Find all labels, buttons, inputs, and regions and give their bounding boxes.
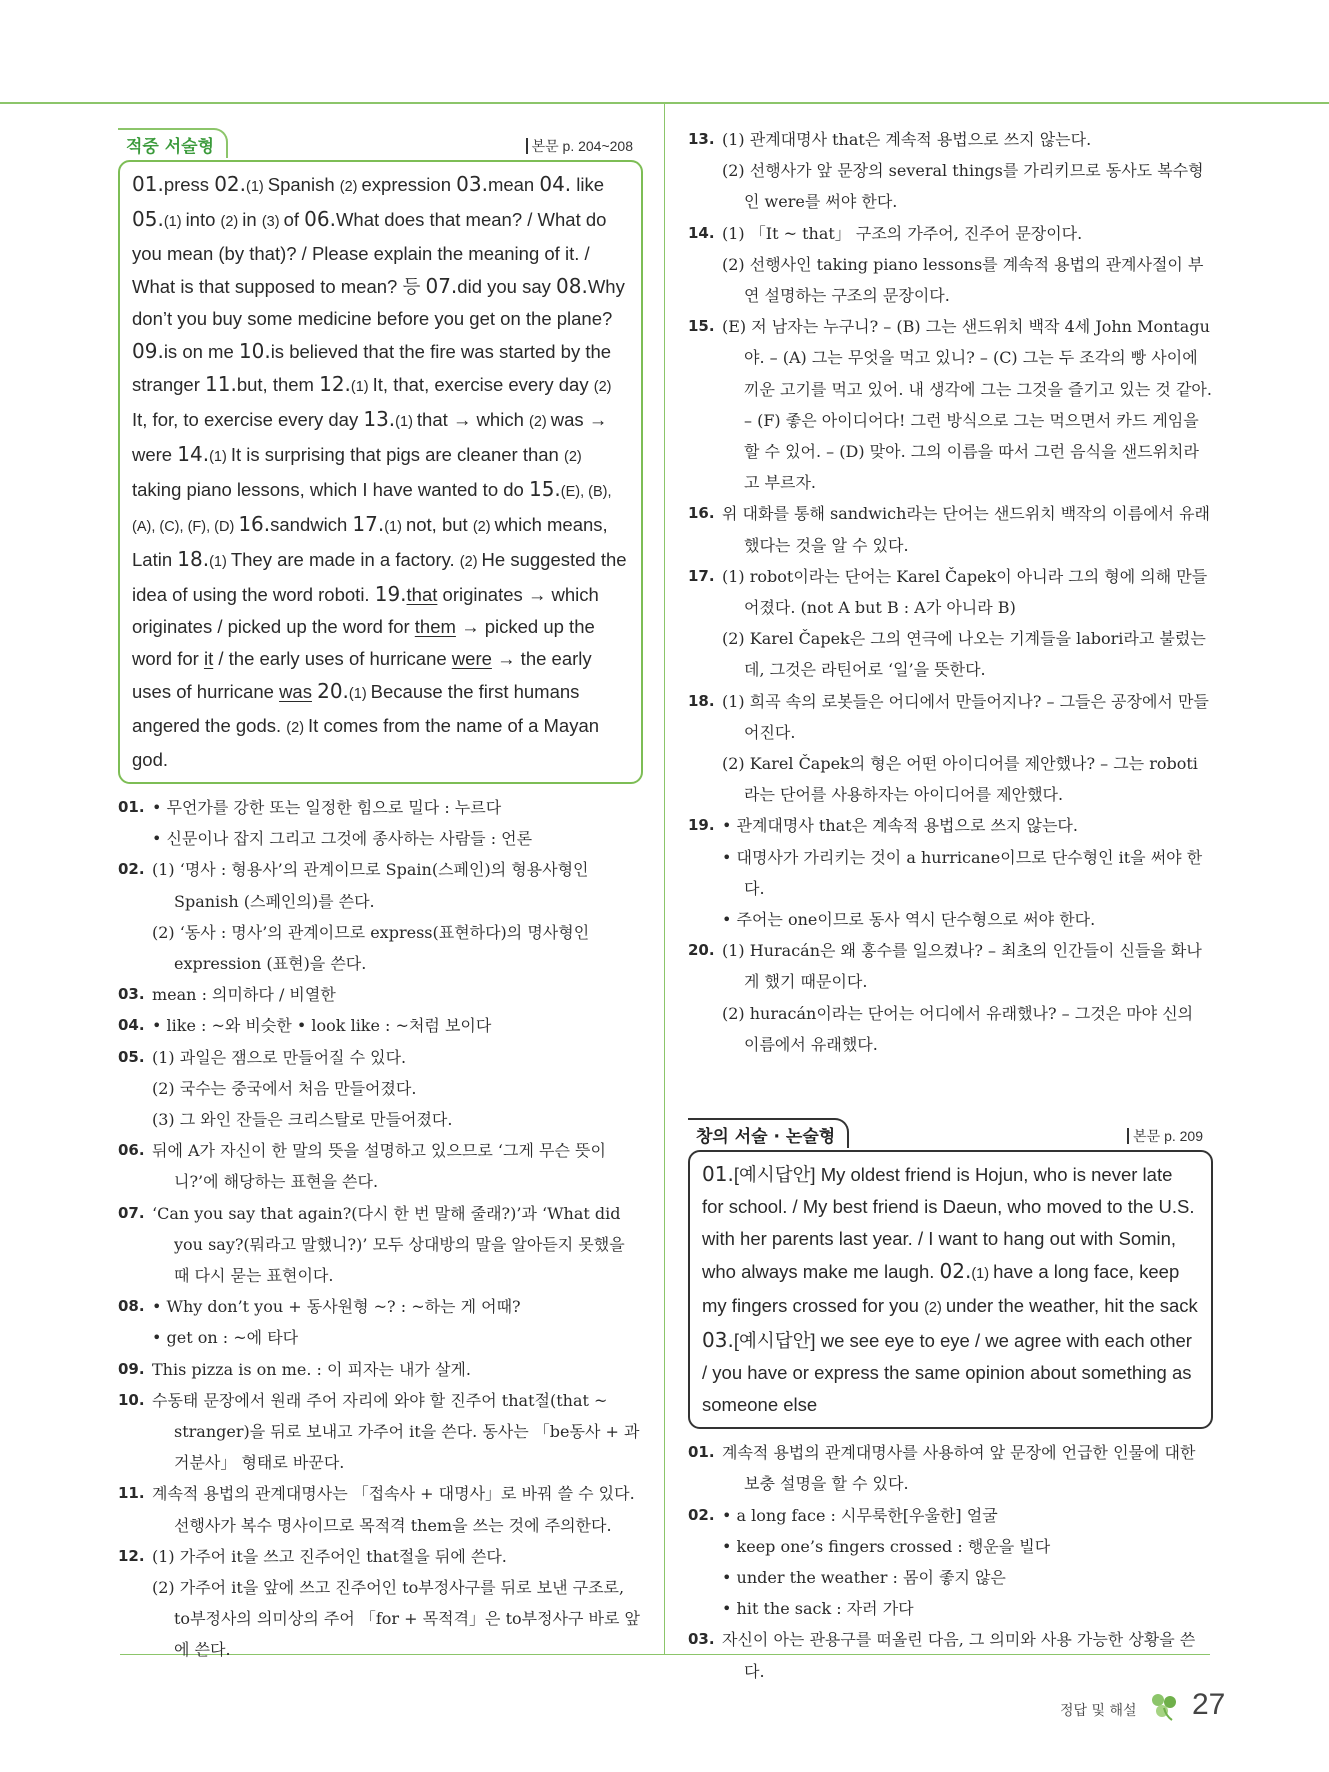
column-divider bbox=[664, 104, 665, 1654]
explanation-number: 16. bbox=[688, 504, 715, 523]
answer-number: 18. bbox=[177, 547, 210, 571]
section-title: 창의 서술 · 논술형 bbox=[688, 1118, 849, 1148]
explanation-line: • under the weather : 몸이 좋지 않은 bbox=[722, 1567, 1006, 1587]
page-number: 27 bbox=[1192, 1688, 1226, 1721]
explanation-item bbox=[118, 1198, 643, 1292]
explanation-number: 03. bbox=[688, 1630, 715, 1649]
answer-number: 13. bbox=[363, 407, 396, 431]
explanation-number: 02. bbox=[688, 1505, 715, 1524]
explanation-number: 04. bbox=[118, 1016, 145, 1035]
explanation-number: 02. bbox=[118, 860, 145, 879]
explanation-line: (1) ‘명사 : 형용사’의 관계이므로 Spain(스페인)의 형용사형인 Spanish (스페인의)를 쓴다. bbox=[152, 860, 589, 911]
answer-number: 20. bbox=[317, 679, 349, 703]
explanation-item bbox=[118, 1135, 643, 1197]
explanation-line: ‘Can you say that again?(다시 한 번 말해 줄래?)’과 ‘What did you say?(뭐라고 말했니?)’ 모두 상대방의 말을 알아듣지 못했을 때 다시 묻는 표현이다. bbox=[152, 1203, 625, 1286]
explanation-item bbox=[688, 1437, 1213, 1499]
section-header bbox=[688, 1118, 1213, 1150]
explanation-item bbox=[118, 1385, 643, 1479]
explanation-item bbox=[688, 1500, 1213, 1625]
explanation-number: 12. bbox=[118, 1546, 145, 1565]
explanation-item bbox=[688, 218, 1213, 312]
explanation-line: (2) 선행사가 앞 문장의 several things를 가리키므로 동사도 복수형인 were를 써야 한다. bbox=[722, 161, 1204, 212]
explanation-number: 06. bbox=[118, 1141, 145, 1160]
explanation-item bbox=[118, 1478, 643, 1540]
explanation-line: • 주어는 one이므로 동사 역시 단수형으로 써야 한다. bbox=[722, 910, 1096, 930]
explanation-line: • a long face : 시무룩한[우울한] 얼굴 bbox=[722, 1505, 998, 1525]
answer-number: 04. bbox=[539, 172, 572, 196]
answer-number: 16. bbox=[238, 512, 271, 536]
explanation-number: 17. bbox=[688, 566, 715, 585]
explanation-line: 수동태 문장에서 원래 주어 자리에 와야 할 진주어 that절(that ~ stranger)을 뒤로 보내고 가주어 it을 쓴다. 동사는 「be동사 + 과거분사」 형태로 바꾼다. bbox=[152, 1390, 640, 1473]
explanation-item bbox=[688, 935, 1213, 1060]
answer-number: 02. bbox=[214, 172, 247, 196]
explanation-item bbox=[118, 979, 643, 1010]
answer-number: 15. bbox=[528, 477, 561, 501]
explanation-line: 위 대화를 통해 sandwich라는 단어는 샌드위치 백작의 이름에서 유래했다는 것을 알 수 있다. bbox=[722, 504, 1211, 555]
section-ref: 본문 p. 204~208 bbox=[526, 138, 633, 154]
explanation-item bbox=[688, 498, 1213, 560]
explanation-item bbox=[688, 124, 1213, 218]
explanation-line: (2) ‘동사 : 명사’의 관계이므로 express(표현하다)의 명사형인 expression (표현)을 쓴다. bbox=[152, 922, 590, 974]
section-title: 적중 서술형 bbox=[118, 128, 228, 158]
explanation-number: 01. bbox=[118, 798, 145, 816]
explanation-line: This pizza is on me. : 이 피자는 내가 살게. bbox=[152, 1359, 471, 1379]
explanation-list bbox=[688, 124, 1213, 1060]
explanation-line: (2) 가주어 it을 앞에 쓰고 진주어인 to부정사구를 뒤로 보낸 구조로, to부정사의 의미상의 주어 「for + 목적격」은 to부정사구 바로 앞에 쓴다. bbox=[152, 1578, 640, 1660]
answer-number: 01. bbox=[132, 172, 164, 196]
explanation-line: 뒤에 A가 자신이 한 말의 뜻을 설명하고 있으므로 ‘그게 무슨 뜻이니?’에 해당하는 표현을 쓴다. bbox=[152, 1141, 606, 1192]
explanation-line: (1) robot이라는 단어는 Karel Čapek이 아니라 그의 형에 의해 만들어졌다. (not A but B : A가 아니라 B) bbox=[722, 566, 1208, 618]
explanation-number: 03. bbox=[118, 985, 145, 1004]
explanation-line: • like : ~와 비슷한 • look like : ~처럼 보이다 bbox=[152, 1016, 492, 1036]
answer-number: 19. bbox=[374, 582, 407, 606]
answer-number: 02. bbox=[939, 1259, 972, 1284]
explanation-item bbox=[118, 792, 643, 854]
explanation-number: 01. bbox=[688, 1443, 715, 1462]
explanation-number: 07. bbox=[118, 1203, 145, 1222]
answer-number: 03. bbox=[702, 1328, 734, 1353]
leaf-icon bbox=[1148, 1692, 1184, 1722]
answer-number: 03. bbox=[456, 172, 488, 196]
explanation-line: (1) Huracán은 왜 홍수를 일으켰나? – 최초의 인간들이 신들을 화나게 했기 때문이다. bbox=[722, 941, 1202, 992]
explanation-item bbox=[688, 686, 1213, 811]
explanation-item bbox=[118, 1354, 643, 1385]
explanation-number: 11. bbox=[118, 1484, 145, 1503]
answer-box: 01.[예시답안] My oldest friend is Hojun, who is never late for school. / My best friend is Daeun, who moved to the U.S. with her parents last year. / I want to hang out with Somin, who always make me laugh. 02.(1) have a long face, keep my fingers crossed for you (2) under the weather, hit the sack 03.[예시답안] we see eye to eye / we agree with each other / you have or express the same opinion about something as someone else bbox=[688, 1150, 1213, 1429]
answer-number: 09. bbox=[132, 339, 164, 363]
explanation-line: 계속적 용법의 관계대명사는 「접속사 + 대명사」로 바꿔 쓸 수 있다. 선행사가 복수 명사이므로 목적격 them을 쓰는 것에 주의한다. bbox=[152, 1484, 635, 1535]
explanation-line: (1) 희곡 속의 로봇들은 어디에서 만들어지나? – 그들은 공장에서 만들어진다. bbox=[722, 691, 1209, 742]
explanation-line: (1) 과일은 잼으로 만들어질 수 있다. bbox=[152, 1047, 407, 1067]
explanation-line: (2) Karel Čapek은 그의 연극에 나오는 기계들을 labori라고 불렀는데, 그것은 라틴어로 ‘일’을 뜻한다. bbox=[722, 629, 1206, 680]
explanation-line: • 신문이나 잡지 그리고 그것에 종사하는 사람들 : 언론 bbox=[152, 829, 533, 849]
explanation-item bbox=[688, 1624, 1213, 1686]
answer-number: 14. bbox=[177, 442, 210, 466]
answer-number: 11. bbox=[205, 372, 237, 396]
explanation-number: 15. bbox=[688, 317, 715, 336]
explanation-item bbox=[118, 854, 643, 979]
answer-box: 01.press 02.(1) Spanish (2) expression 03.mean 04. like 05.(1) into (2) in (3) of 06.What does that mean? / What do you mean (by that)? / Please explain the meaning of it. / What is that supposed to mean? 등 07.did you say 08.Why don’t you buy some medicine before you get on the plane? 09.is on me 10.is believed that the fire was started by the stranger 11.but, them 12.(1) It, that, exercise every day (2) It, for, to exercise every day 13.(1) that → which (2) was → were 14.(1) It is surprising that pigs are cleaner than (2) taking piano lessons, which I have wanted to do 15.(E), (B), (A), (C), (F), (D) 16.sandwich 17.(1) not, but (2) which means, Latin 18.(1) They are made in a factory. (2) He suggested the idea of using the word roboti. 19.that originates → which originates / picked up the word for them → picked up the word for it / the early uses of hurricane were → the early uses of hurricane was 20.(1) Because the first humans angered the gods. (2) It comes from the name of a Mayan god. bbox=[118, 160, 643, 784]
answer-number: 01. bbox=[702, 1162, 734, 1187]
explanation-line: (1) 가주어 it을 쓰고 진주어인 that절을 뒤에 쓴다. bbox=[152, 1546, 507, 1566]
explanation-number: 09. bbox=[118, 1359, 145, 1378]
explanation-item bbox=[688, 561, 1213, 686]
explanation-line: • 무언가를 강한 또는 일정한 힘으로 밀다 : 누르다 bbox=[152, 798, 502, 817]
explanation-line: (2) huracán이라는 단어는 어디에서 유래했나? – 그것은 마야 신의 이름에서 유래했다. bbox=[722, 1003, 1194, 1054]
explanation-line: (3) 그 와인 잔들은 크리스탈로 만들어졌다. bbox=[152, 1110, 453, 1130]
answer-number: 17. bbox=[352, 512, 385, 536]
explanation-number: 18. bbox=[688, 691, 715, 710]
explanation-number: 05. bbox=[118, 1047, 145, 1066]
explanation-line: • keep one’s fingers crossed : 행운을 빌다 bbox=[722, 1536, 1051, 1556]
explanation-line: mean : 의미하다 / 비열한 bbox=[152, 985, 336, 1005]
explanation-line: • 대명사가 가리키는 것이 a hurricane이므로 단수형인 it을 써야 한다. bbox=[722, 847, 1203, 898]
explanation-item bbox=[688, 810, 1213, 935]
explanation-line: • 관계대명사 that은 계속적 용법으로 쓰지 않는다. bbox=[722, 816, 1078, 836]
explanation-line: (E) 저 남자는 누구니? – (B) 그는 샌드위치 백작 4세 John Montagu야. – (A) 그는 무엇을 먹고 있니? – (C) 그는 두 조각의 빵 사이에 끼운 고기를 먹고 있어. 내 생각에 그는 그것을 즐기고 있는 것 같아. – (F) 좋은 아이디어다! 그런 방식으로 그는 먹으면서 카드 게임을 할 수 있어. – (D) 맞아. 그의 이름을 따서 그런 음식을 샌드위치라고 부르자. bbox=[722, 317, 1212, 493]
answer-number: 10. bbox=[238, 339, 271, 363]
explanation-number: 19. bbox=[688, 816, 715, 835]
explanation-number: 14. bbox=[688, 223, 715, 242]
answer-number: 12. bbox=[319, 372, 351, 396]
explanation-line: • hit the sack : 자러 가다 bbox=[722, 1599, 914, 1619]
explanation-number: 08. bbox=[118, 1297, 145, 1316]
answer-number: 08. bbox=[556, 274, 588, 298]
explanation-line: • get on : ~에 타다 bbox=[152, 1328, 299, 1348]
explanation-item bbox=[118, 1010, 643, 1041]
footer-label: 정답 및 해설 bbox=[1060, 1703, 1137, 1719]
section-header bbox=[118, 128, 643, 160]
explanation-line: (1) 관계대명사 that은 계속적 용법으로 쓰지 않는다. bbox=[722, 130, 1092, 149]
explanation-list bbox=[688, 1437, 1213, 1687]
explanation-item bbox=[688, 311, 1213, 498]
explanation-line: (2) 선행사인 taking piano lessons를 계속적 용법의 관계사절이 부연 설명하는 구조의 문장이다. bbox=[722, 254, 1204, 306]
explanation-line: (1) 「It ~ that」 구조의 가주어, 진주어 문장이다. bbox=[722, 223, 1083, 243]
explanation-line: 계속적 용법의 관계대명사를 사용하여 앞 문장에 언급한 인물에 대한 보충 설명을 할 수 있다. bbox=[722, 1443, 1196, 1494]
explanation-line: • Why don’t you + 동사원형 ~? : ~하는 게 어때? bbox=[152, 1297, 521, 1317]
right-column bbox=[688, 128, 1213, 1687]
explanation-item bbox=[118, 1291, 643, 1353]
answer-number: 06. bbox=[304, 207, 336, 231]
explanation-list bbox=[118, 792, 643, 1666]
explanation-item bbox=[118, 1042, 643, 1136]
answer-number: 05. bbox=[132, 207, 164, 231]
explanation-number: 20. bbox=[688, 941, 715, 960]
left-column bbox=[118, 128, 643, 1666]
explanation-number: 10. bbox=[118, 1390, 145, 1409]
explanation-number: 13. bbox=[688, 130, 715, 148]
explanation-line: 자신이 아는 관용구를 떠올린 다음, 그 의미와 사용 가능한 상황을 쓴다. bbox=[722, 1630, 1196, 1681]
explanation-line: (2) 국수는 중국에서 처음 만들어졌다. bbox=[152, 1078, 417, 1098]
explanation-item bbox=[118, 1541, 643, 1666]
section-ref: 본문 p. 209 bbox=[1127, 1128, 1203, 1144]
answer-number: 07. bbox=[425, 274, 458, 298]
explanation-line: (2) Karel Čapek의 형은 어떤 아이디어를 제안했나? – 그는 roboti라는 단어를 사용하자는 아이디어를 제안했다. bbox=[722, 754, 1198, 805]
